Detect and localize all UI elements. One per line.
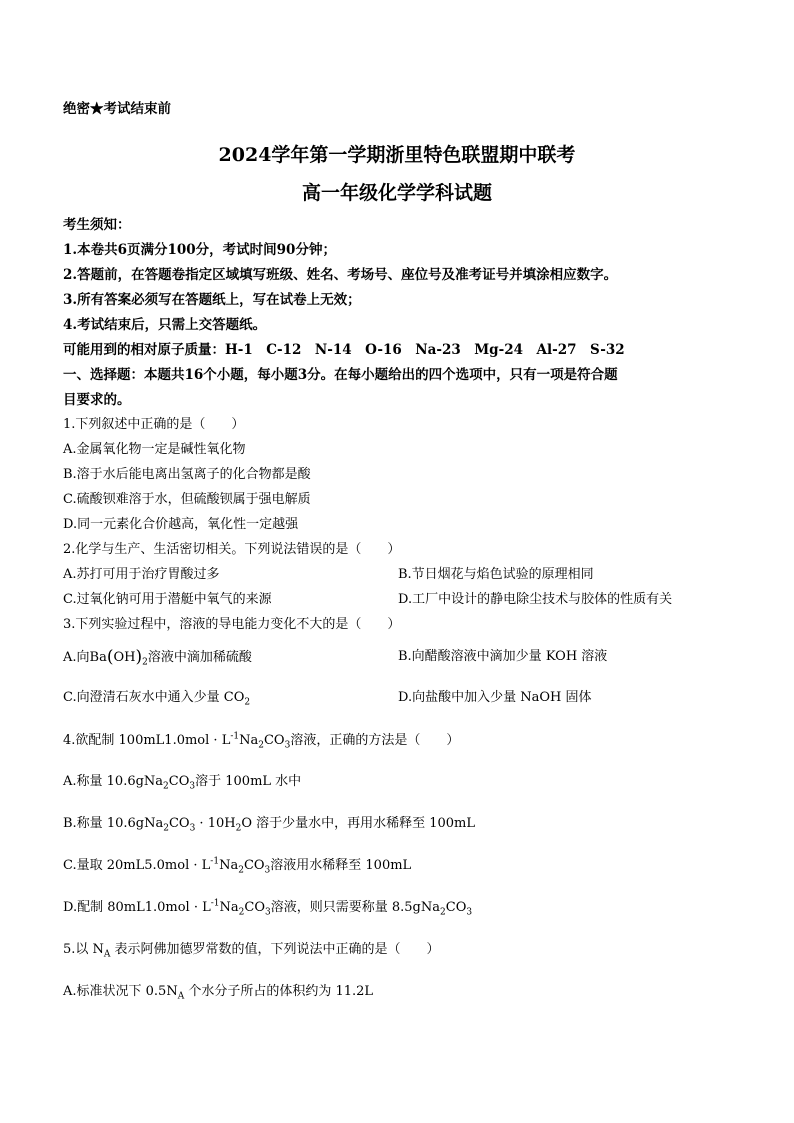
option-b: B.溶于水后能电离出氢离子的化合物都是酸 (63, 467, 311, 482)
notice-item: 3.所有答案必须写在答题纸上，写在试卷上无效； (63, 292, 361, 308)
option-c: C.硫酸钡难溶于水，但硫酸钡属于强电解质 (63, 492, 311, 507)
option-b: B.称量 $10.6gNa_2CO_3 \cdot 10H_2O$ 溶于少量水中，再用水稀释至 100mL (63, 816, 476, 834)
option-a: A.苏打可用于治疗胃酸过多 (63, 567, 220, 582)
option-a: A.称量 $10.6gNa_2CO_3$溶于 100mL 水中 (63, 774, 302, 792)
option-b: B.节日烟花与焰色试验的原理相同 (398, 567, 594, 582)
option-d: D.配制 $80mL1.0mol \cdot L^{-1}Na_2CO_3$溶液，则只需要称量 $8.5gNa_2CO_3$ (63, 898, 473, 918)
section-heading-cont: 目要求的。 (63, 392, 131, 408)
exam-subtitle: 高一年级化学学科试题 (301, 182, 492, 204)
option-d: D.向盐酸中加入少量 NaOH 固体 (398, 690, 592, 705)
notice-item: 2.答题前，在答题卷指定区域填写班级、姓名、考场号、座位号及准考证号并填涂相应数字。 (63, 267, 618, 283)
option-c: C.量取 $20mL5.0mol \cdot L^{-1}Na_2CO_3$溶液用水稀释至 100mL (63, 856, 412, 876)
notice-item: 4.考试结束后，只需上交答题纸。 (63, 317, 267, 333)
option-d: D.工厂中设计的静电除尘技术与胶体的性质有关 (398, 592, 673, 607)
option-a: A.向$Ba(OH)_2$溶液中滴加稀硫酸 (63, 647, 252, 668)
question-stem: 3.下列实验过程中，溶液的导电能力变化不大的是（ ） (63, 617, 401, 632)
option-c: C.向澄清石灰水中通入少量 $CO_2$ (63, 690, 251, 708)
option-b: B.向醋酸溶液中滴加少量 KOH 溶液 (398, 649, 608, 664)
option-c: C.过氧化钠可用于潜艇中氧气的来源 (63, 592, 272, 607)
option-a: A.标准状况下 $0.5N_A$ 个水分子所占的体积约为 11.2L (63, 984, 374, 1002)
notice-item: 1.本卷共6页满分100分，考试时间90分钟； (63, 242, 336, 258)
section-heading: 一、选择题：本题共16个小题，每小题3分。在每小题给出的四个选项中，只有一项是符合题 (63, 367, 618, 383)
confidential-label: 绝密★考试结束前 (63, 101, 171, 117)
question-stem: 5.以 $N_A$ 表示阿佛加德罗常数的值，下列说法中正确的是（ ） (63, 942, 440, 960)
notice-heading: 考生须知： (63, 217, 131, 233)
question-stem: 1.下列叙述中正确的是（ ） (63, 417, 245, 432)
question-stem: 4.欲配制 $100mL1.0mol \cdot L^{-1}Na_2CO_3$溶液，正确的方法是（ ） (63, 731, 460, 751)
option-a: A.金属氧化物一定是碱性氧化物 (63, 442, 246, 457)
exam-title: 2024学年第一学期浙里特色联盟期中联考 (218, 144, 576, 166)
question-stem: 2.化学与生产、生活密切相关。下列说法错误的是（ ） (63, 542, 401, 557)
atomic-masses: 可能用到的相对原子质量：H-1 C-12 N-14 O-16 Na-23 Mg-24 Al-27 S-32 (63, 342, 625, 358)
option-d: D.同一元素化合价越高，氧化性一定越强 (63, 517, 299, 532)
